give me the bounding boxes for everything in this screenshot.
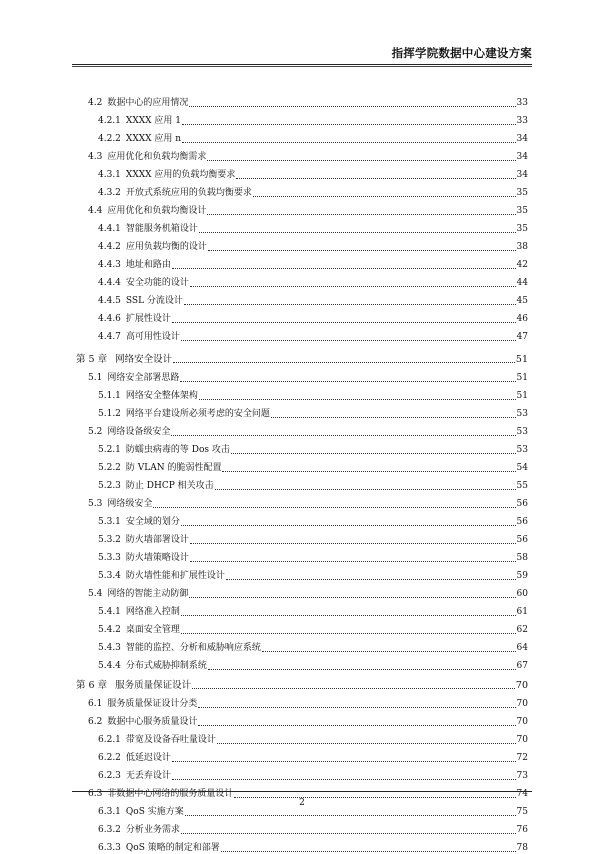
toc-dot-leader — [189, 597, 515, 598]
header-divider — [72, 66, 532, 67]
toc-entry-number: 4.4.3 — [98, 260, 121, 270]
toc-entry-title: 网络安全整体架构 — [125, 391, 198, 401]
toc-dot-leader — [221, 851, 516, 852]
toc-dot-leader — [173, 362, 515, 363]
toc-entry-title: 网络平台建设所必须考虑的安全问题 — [125, 409, 270, 419]
toc-entry-number: 5.3.4 — [98, 571, 121, 581]
toc-entry[interactable] — [76, 91, 528, 109]
toc-dot-leader — [189, 106, 515, 107]
toc-dot-leader — [181, 833, 516, 834]
toc-entry-number: 4.3.1 — [98, 170, 121, 180]
toc-entry-title: 带宽及设备吞吐量设计 — [125, 735, 216, 745]
toc-entry-page: 67 — [516, 661, 528, 671]
toc-entry-page: 53 — [516, 427, 528, 437]
toc-entry-page: 56 — [516, 535, 528, 545]
toc-entry[interactable] — [76, 618, 528, 636]
toc-entry-number: 5.4 — [88, 589, 103, 599]
toc-entry-page: 35 — [516, 224, 528, 234]
toc-dot-leader — [181, 615, 516, 616]
toc-dot-leader — [208, 250, 516, 251]
toc-entry-title: 数据中心服务质量设计 — [107, 717, 198, 727]
toc-entry-page: 73 — [516, 771, 528, 781]
toc-entry-title: 安全功能的设计 — [125, 278, 189, 288]
toc-entry[interactable] — [76, 764, 528, 782]
toc-entry-page: 42 — [516, 260, 528, 270]
toc-entry-page: 33 — [516, 116, 528, 126]
toc-entry-title: XXXX 应用的负载均衡要求 — [125, 170, 236, 180]
toc-entry-number: 4.4.4 — [98, 278, 121, 288]
toc-entry-page: 35 — [516, 188, 528, 198]
toc-dot-leader — [192, 688, 515, 689]
toc-entry[interactable] — [76, 654, 528, 672]
toc-entry-number: 5.2.1 — [98, 445, 121, 455]
toc-dot-leader — [180, 381, 515, 382]
toc-entry-page: 56 — [516, 499, 528, 509]
page-header — [72, 40, 532, 65]
toc-dot-leader — [253, 196, 516, 197]
toc-entry-page: 51 — [516, 373, 528, 383]
toc-entry[interactable] — [76, 564, 528, 582]
toc-entry-number: 6.2 — [88, 717, 103, 727]
toc-dot-leader — [199, 232, 516, 233]
toc-entry-page: 70 — [516, 717, 528, 727]
toc-entry[interactable] — [76, 456, 528, 474]
toc-dot-leader — [198, 725, 515, 726]
toc-entry-title: 网络准入控制 — [125, 607, 180, 617]
toc-entry-title: 安全域的划分 — [125, 517, 180, 527]
toc-dot-leader — [190, 561, 516, 562]
toc-entry-title: 应用优化和负载均衡需求 — [107, 152, 207, 162]
toc-entry-title: 智能服务机箱设计 — [125, 224, 198, 234]
toc-entry-title: 服务质量保证设计 — [115, 680, 192, 691]
toc-entry-title: 网络安全部署思路 — [107, 373, 180, 383]
toc-entry[interactable] — [76, 728, 528, 746]
toc-dot-leader — [215, 489, 516, 490]
toc-dot-leader — [198, 707, 515, 708]
toc-dot-leader — [171, 435, 515, 436]
toc-entry-number: 4.4.2 — [98, 242, 121, 252]
toc-entry-number: 6.3 — [88, 789, 103, 799]
toc-dot-leader — [207, 160, 515, 161]
toc-entry-title: SSL 分流设计 — [125, 296, 183, 306]
toc-entry[interactable] — [76, 528, 528, 546]
toc-entry-number: 5.4.2 — [98, 625, 121, 635]
toc-entry-number: 6.3.1 — [98, 807, 121, 817]
toc-entry[interactable] — [76, 307, 528, 325]
toc-entry-title: 服务质量保证设计分类 — [107, 699, 198, 709]
toc-entry-page: 55 — [516, 481, 528, 491]
toc-entry-title: 数据中心的应用情况 — [107, 98, 189, 108]
toc-dot-leader — [172, 779, 516, 780]
toc-entry-page: 70 — [516, 699, 528, 709]
toc-dot-leader — [199, 399, 516, 400]
toc-dot-leader — [190, 286, 516, 287]
toc-dot-leader — [190, 543, 516, 544]
toc-chapter-entry[interactable] — [76, 346, 528, 365]
toc-dot-leader — [185, 815, 516, 816]
toc-entry[interactable] — [76, 818, 528, 836]
toc-entry[interactable] — [76, 271, 528, 289]
toc-entry-page: 78 — [516, 843, 528, 853]
toc-entry-number: 6.3.3 — [98, 843, 121, 853]
toc-entry-title: 应用优化和负载均衡设计 — [107, 206, 207, 216]
toc-entry-title: 开放式系统应用的负载均衡要求 — [125, 188, 252, 198]
toc-entry-number: 5.4.4 — [98, 661, 121, 671]
toc-entry-page: 75 — [516, 807, 528, 817]
toc-entry-page: 53 — [516, 409, 528, 419]
toc-entry-page: 74 — [516, 789, 528, 799]
toc-entry-number: 5.1 — [88, 373, 103, 383]
toc-dot-leader — [217, 743, 516, 744]
toc-entry[interactable] — [76, 163, 528, 181]
toc-entry[interactable] — [76, 289, 528, 307]
toc-entry-title: 应用负载均衡的设计 — [125, 242, 207, 252]
toc-entry-page: 58 — [516, 553, 528, 563]
toc-entry-title: 网络设备级安全 — [107, 427, 171, 437]
table-of-contents — [76, 91, 528, 854]
toc-entry-title: 地址和路由 — [125, 260, 171, 270]
toc-entry-number: 5.3.1 — [98, 517, 121, 527]
toc-entry[interactable] — [76, 636, 528, 654]
toc-entry-title: 分析业务需求 — [125, 825, 180, 835]
toc-entry-page: 51 — [516, 391, 528, 401]
toc-entry-number: 4.4 — [88, 206, 103, 216]
toc-entry-number: 4.2.1 — [98, 116, 121, 126]
toc-entry-number: 5.3 — [88, 499, 103, 509]
toc-dot-leader — [207, 214, 515, 215]
toc-dot-leader — [182, 124, 516, 125]
toc-entry-number: 5.2.3 — [98, 481, 121, 491]
toc-entry[interactable] — [76, 402, 528, 420]
toc-entry[interactable] — [76, 510, 528, 528]
toc-entry[interactable] — [76, 492, 528, 510]
toc-entry[interactable] — [76, 109, 528, 127]
toc-dot-leader — [184, 304, 516, 305]
toc-entry-number: 4.4.1 — [98, 224, 121, 234]
toc-dot-leader — [236, 178, 515, 179]
toc-entry[interactable] — [76, 145, 528, 163]
toc-dot-leader — [231, 453, 516, 454]
toc-entry-title: 网络安全设计 — [115, 354, 173, 365]
toc-entry-page: 53 — [516, 445, 528, 455]
toc-entry-title: 防火墙策略设计 — [125, 553, 189, 563]
toc-entry[interactable] — [76, 384, 528, 402]
toc-entry-number: 5.4.1 — [98, 607, 121, 617]
toc-entry[interactable] — [76, 181, 528, 199]
toc-entry-page: 59 — [516, 571, 528, 581]
toc-dot-leader — [181, 340, 516, 341]
page-number: 2 — [299, 798, 305, 808]
toc-entry-title: 扩展性设计 — [125, 314, 171, 324]
toc-entry-number: 5.2 — [88, 427, 103, 437]
toc-entry[interactable] — [76, 420, 528, 438]
toc-entry-number: 5.3.3 — [98, 553, 121, 563]
toc-entry[interactable] — [76, 474, 528, 492]
toc-entry-page: 47 — [516, 332, 528, 342]
toc-entry-title: 网络级安全 — [107, 499, 153, 509]
toc-entry-title: 智能的监控、分析和威胁响应系统 — [125, 643, 261, 653]
toc-entry-title: QoS 实施方案 — [125, 807, 184, 817]
toc-dot-leader — [262, 651, 516, 652]
toc-entry-page: 45 — [516, 296, 528, 306]
toc-entry-number: 4.3.2 — [98, 188, 121, 198]
toc-entry-title: 低延迟设计 — [125, 753, 171, 763]
toc-dot-leader — [172, 268, 516, 269]
toc-entry-number: 第 6 章 — [76, 680, 108, 691]
toc-entry-number: 6.3.2 — [98, 825, 121, 835]
toc-entry[interactable] — [76, 127, 528, 145]
toc-entry[interactable] — [76, 546, 528, 564]
toc-entry-page: 33 — [516, 98, 528, 108]
toc-dot-leader — [181, 633, 516, 634]
toc-entry-number: 6.2.1 — [98, 735, 121, 745]
toc-entry-title: 高可用性设计 — [125, 332, 180, 342]
toc-entry-number: 5.3.2 — [98, 535, 121, 545]
toc-entry-page: 60 — [516, 589, 528, 599]
toc-dot-leader — [226, 579, 516, 580]
toc-entry-number: 4.3 — [88, 152, 103, 162]
toc-entry-page: 35 — [516, 206, 528, 216]
toc-entry-number: 6.2.2 — [98, 753, 121, 763]
toc-entry-title: 防火墙性能和扩展性设计 — [125, 571, 225, 581]
toc-dot-leader — [172, 761, 516, 762]
header-title: 指挥学院数据中心建设方案 — [391, 46, 532, 60]
toc-entry-number: 4.2.2 — [98, 134, 121, 144]
toc-entry-number: 6.1 — [88, 699, 103, 709]
toc-entry-title: 防蠕虫病毒的等 Dos 攻击 — [125, 445, 230, 455]
toc-entry-number: 5.1.1 — [98, 391, 121, 401]
toc-entry-title: 无丢弃设计 — [125, 771, 171, 781]
toc-dot-leader — [182, 142, 515, 143]
toc-entry-page: 46 — [516, 314, 528, 324]
toc-entry[interactable] — [76, 746, 528, 764]
toc-entry-page: 56 — [516, 517, 528, 527]
toc-entry-title: 防火墙部署设计 — [125, 535, 189, 545]
toc-entry-page: 54 — [516, 463, 528, 473]
toc-entry-page: 34 — [516, 152, 528, 162]
toc-entry-title: XXXX 应用 n — [125, 134, 182, 144]
toc-entry-page: 61 — [516, 607, 528, 617]
toc-entry-page: 51 — [515, 354, 528, 365]
toc-entry[interactable] — [76, 235, 528, 253]
toc-dot-leader — [181, 525, 516, 526]
toc-entry-number: 第 5 章 — [76, 354, 108, 365]
toc-entry-number: 4.4.7 — [98, 332, 121, 342]
toc-entry-title: QoS 策略的制定和部署 — [125, 843, 220, 853]
toc-entry-title: 网络的智能主动防御 — [107, 589, 189, 599]
toc-entry-page: 34 — [516, 170, 528, 180]
toc-entry-page: 38 — [516, 242, 528, 252]
toc-entry-number: 5.2.2 — [98, 463, 121, 473]
toc-entry[interactable] — [76, 253, 528, 271]
toc-dot-leader — [172, 322, 516, 323]
toc-entry-page: 44 — [516, 278, 528, 288]
toc-entry[interactable] — [76, 582, 528, 600]
toc-entry[interactable] — [76, 325, 528, 343]
toc-entry-page: 64 — [516, 643, 528, 653]
toc-entry[interactable] — [76, 710, 528, 728]
toc-entry-title: 防 VLAN 的脆弱性配置 — [125, 463, 222, 473]
toc-entry[interactable] — [76, 600, 528, 618]
toc-entry-title: 桌面安全管理 — [125, 625, 180, 635]
toc-dot-leader — [222, 471, 515, 472]
toc-entry-number: 4.2 — [88, 98, 103, 108]
toc-entry-page: 72 — [516, 753, 528, 763]
toc-entry[interactable] — [76, 199, 528, 217]
toc-entry-title: XXXX 应用 1 — [125, 116, 181, 126]
toc-entry-title: 分布式威胁抑制系统 — [125, 661, 207, 671]
toc-chapter-entry[interactable] — [76, 672, 528, 691]
toc-dot-leader — [271, 417, 516, 418]
toc-entry[interactable] — [76, 438, 528, 456]
toc-entry-number: 5.4.3 — [98, 643, 121, 653]
toc-entry-page: 34 — [516, 134, 528, 144]
toc-entry-page: 76 — [516, 825, 528, 835]
toc-entry-number: 4.4.6 — [98, 314, 121, 324]
toc-entry-number: 6.2.3 — [98, 771, 121, 781]
toc-entry-title: 防止 DHCP 相关攻击 — [125, 481, 214, 491]
toc-entry[interactable] — [76, 692, 528, 710]
toc-dot-leader — [153, 507, 515, 508]
toc-entry-page: 70 — [515, 680, 528, 691]
toc-entry-page: 62 — [516, 625, 528, 635]
toc-dot-leader — [208, 669, 516, 670]
toc-entry-page: 70 — [516, 735, 528, 745]
toc-entry[interactable] — [76, 836, 528, 854]
toc-entry-title: 非数据中心网络的服务质量设计 — [107, 789, 234, 799]
toc-entry-number: 4.4.5 — [98, 296, 121, 306]
toc-entry[interactable] — [76, 366, 528, 384]
toc-entry-number: 5.1.2 — [98, 409, 121, 419]
toc-entry[interactable] — [76, 217, 528, 235]
